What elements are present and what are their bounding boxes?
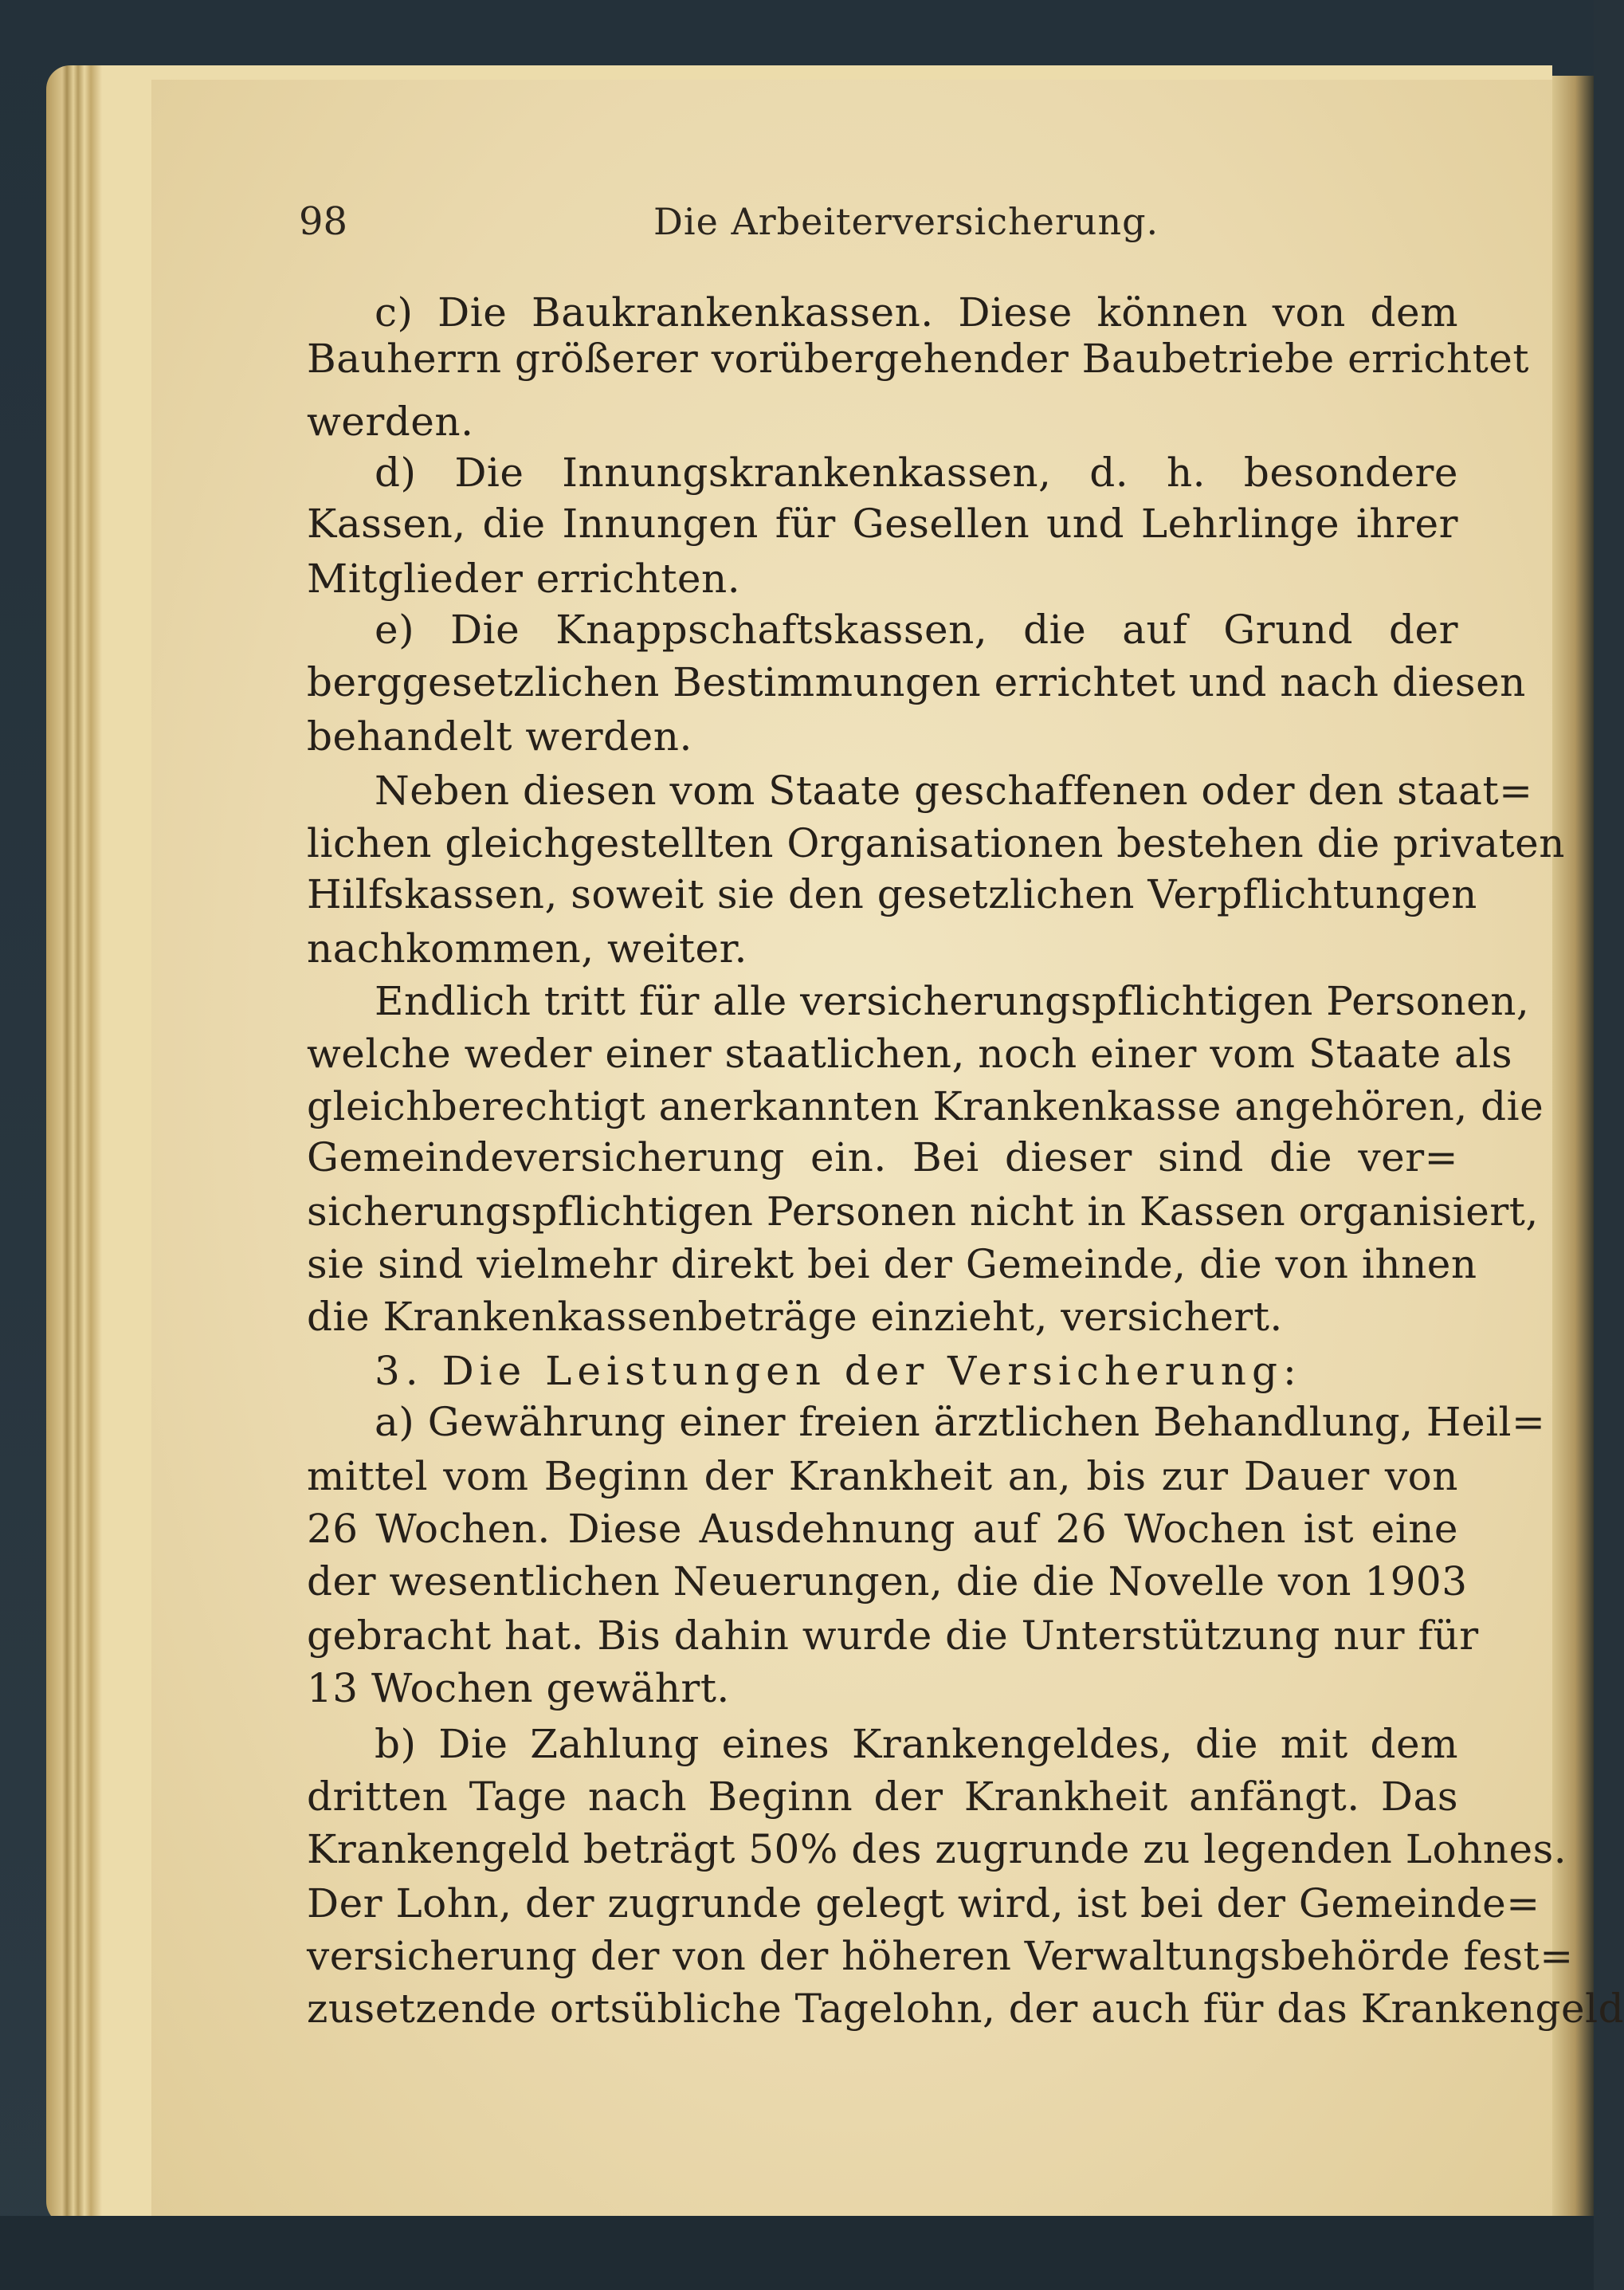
text-line: Kassen, die Innungen für Gesellen und Lehrlinge ihrer — [307, 501, 1458, 547]
text-line: versicherung der von der höheren Verwaltungsbehörde fest= — [307, 1933, 1574, 1979]
text-line: gleichberechtigt anerkannten Krankenkasse angehören, die — [307, 1083, 1544, 1129]
text-line: zusetzende ortsübliche Tagelohn, der auch für das Krankengeld — [307, 1986, 1624, 2032]
running-title: Die Arbeiterversicherung. — [653, 200, 1159, 243]
text-line: Neben diesen vom Staate geschaffenen oder den staat= — [375, 768, 1533, 814]
text-line: d) Die Innungskrankenkassen, d. h. besondere — [375, 450, 1458, 496]
text-line: Endlich tritt für alle versicherungspflichtigen Personen, — [375, 978, 1530, 1024]
text-line: sicherungspflichtigen Personen nicht in Kassen organisiert, — [307, 1188, 1539, 1235]
text-line: 13 Wochen gewährt. — [307, 1665, 730, 1711]
text-line: Bauherrn größerer vorübergehender Baubetriebe errichtet — [307, 336, 1529, 382]
page-number: 98 — [299, 199, 348, 244]
text-line: berggesetzlichen Bestimmungen errichtet und nach diesen — [307, 659, 1526, 705]
text-line: Gemeindeversicherung ein. Bei dieser sind die ver= — [307, 1134, 1458, 1180]
text-line: Der Lohn, der zugrunde gelegt wird, ist bei der Gemeinde= — [307, 1880, 1540, 1927]
text-line: welche weder einer staatlichen, noch einer vom Staate als — [307, 1031, 1512, 1077]
text-line: c) Die Baukrankenkassen. Diese können von dem — [375, 289, 1458, 336]
text-line: e) Die Knappschaftskassen, die auf Grund der — [375, 607, 1458, 653]
text-line: a) Gewährung einer freien ärztlichen Behandlung, Heil= — [375, 1399, 1546, 1445]
text-line: die Krankenkassenbeträge einzieht, versichert. — [307, 1294, 1283, 1340]
text-line: dritten Tage nach Beginn der Krankheit anfängt. Das — [307, 1773, 1458, 1820]
text-line: mittel vom Beginn der Krankheit an, bis zur Dauer von — [307, 1453, 1458, 1499]
text-line: nachkommen, weiter. — [307, 925, 747, 972]
text-line: Mitglieder errichten. — [307, 556, 741, 602]
text-line: lichen gleichgestellten Organisationen bestehen die privaten — [307, 820, 1565, 866]
text-line: werden. — [307, 399, 474, 445]
text-line: gebracht hat. Bis dahin wurde die Unterstützung nur für — [307, 1612, 1479, 1659]
text-line: der wesentlichen Neuerungen, die die Novelle von 1903 — [307, 1558, 1468, 1605]
text-line: Krankengeld beträgt 50% des zugrunde zu legenden Lohnes. — [307, 1826, 1567, 1872]
section-heading: 3. Die Leistungen der Versicherung: — [375, 1348, 1302, 1394]
text-line: b) Die Zahlung eines Krankengeldes, die mit dem — [375, 1721, 1458, 1767]
text-line: sie sind vielmehr direkt bei der Gemeinde, die von ihnen — [307, 1241, 1477, 1287]
text-line: behandelt werden. — [307, 713, 692, 760]
text-line: 26 Wochen. Diese Ausdehnung auf 26 Wochen ist eine — [307, 1506, 1458, 1552]
text-line: Hilfskassen, soweit sie den gesetzlichen Verpflichtungen — [307, 871, 1477, 917]
